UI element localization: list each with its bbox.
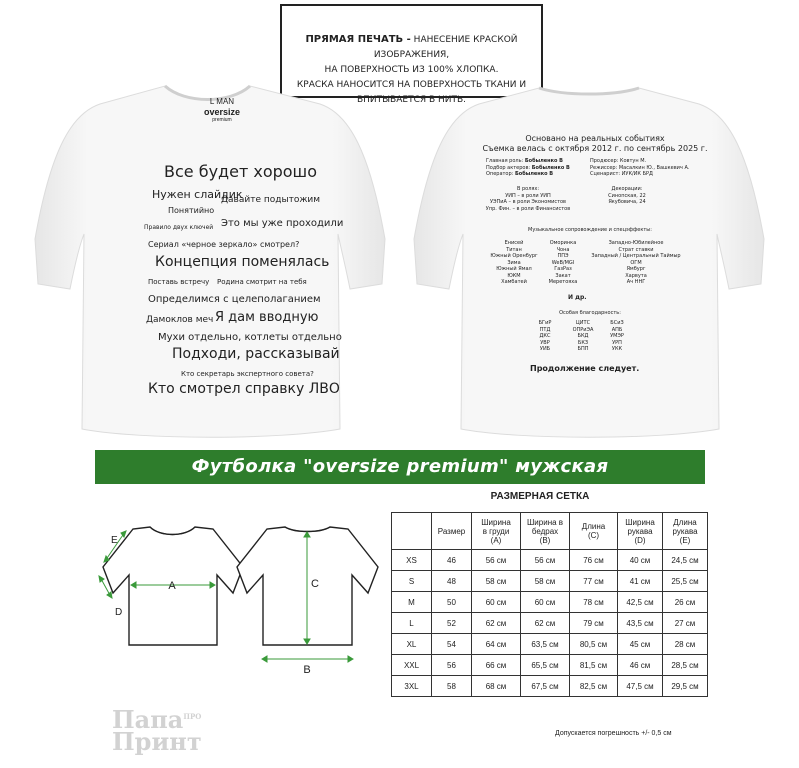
front-phrase: Родина смотрит на тебя — [217, 278, 307, 286]
size-cell: 56 см — [521, 550, 570, 571]
size-cell: 77 см — [570, 571, 618, 592]
size-cell: 76 см — [570, 550, 618, 571]
size-cell: 29,5 см — [663, 676, 708, 697]
label-a: A — [168, 580, 176, 592]
size-row — [392, 676, 708, 697]
size-row — [392, 634, 708, 655]
front-phrase: Определимся с целеполаганием — [148, 294, 321, 305]
size-chart-title: РАЗМЕРНАЯ СЕТКА — [490, 491, 590, 502]
front-phrase: Все будет хорошо — [164, 162, 317, 181]
music-item: Западно-Юбилейное — [608, 240, 664, 246]
logo-line-1: Папа — [112, 705, 184, 734]
music-item: ЮКМ — [507, 272, 521, 279]
thanks-item: УИБ — [539, 346, 551, 352]
size-cell: 58 см — [521, 571, 570, 592]
size-cell: 56 — [432, 655, 472, 676]
size-cell: 3XL — [392, 676, 432, 697]
music-item: Ямбург — [626, 266, 646, 272]
continued-text: Продолжение следует. — [530, 364, 640, 373]
music-item: Закат — [555, 272, 571, 279]
print-info-line3: КРАСКА НАНОСИТСЯ НА ПОВЕРХНОСТЬ ТКАНИ И ВПИТЫВАЕТСЯ В НИТЬ. — [296, 80, 527, 105]
music-etc: И др. — [568, 294, 587, 301]
header-cell: Ширина в бедрах (B) — [521, 513, 570, 550]
music-item: Зима — [507, 259, 521, 266]
thanks-item: УВР — [540, 339, 550, 346]
size-cell: 28 см — [663, 634, 708, 655]
size-cell: 64 см — [472, 634, 521, 655]
size-cell: 46 см — [618, 655, 663, 676]
size-cell: 26 см — [663, 592, 708, 613]
thanks-item: БПП — [577, 346, 589, 352]
size-row — [392, 571, 708, 592]
size-cell: 41 см — [618, 571, 663, 592]
decor-line: Синопская, 22 — [608, 192, 646, 199]
tolerance-note: Допускается погрешность +/- 0,5 см — [555, 730, 672, 737]
thanks-item: БГиР — [538, 320, 552, 326]
music-item: Меретояха — [548, 279, 578, 285]
size-cell: 58 см — [472, 571, 521, 592]
front-phrase: Я дам вводную — [215, 310, 319, 325]
header-cell: Размер — [432, 513, 472, 550]
thanks-item: БКЗ — [577, 339, 589, 346]
role-line: Упр. Фин. – в роли Финансистов — [485, 205, 571, 212]
roles-block — [478, 186, 578, 212]
size-cell: 62 см — [472, 613, 521, 634]
music-item: Чона — [556, 246, 570, 253]
back-title — [470, 134, 720, 154]
thanks-item: УМЭР — [610, 333, 624, 339]
size-row — [392, 655, 708, 676]
product-banner: Футболка "oversize premium" мужская — [95, 450, 705, 484]
size-cell: 54 — [432, 634, 472, 655]
label-b: B — [303, 664, 311, 676]
size-row — [392, 592, 708, 613]
role-line: УИП – в роли УИП — [505, 192, 551, 199]
papa-print-logo — [112, 705, 202, 756]
size-cell: 60 см — [521, 592, 570, 613]
front-neck-tag — [200, 97, 244, 123]
size-table-body — [392, 550, 708, 697]
print-info-line1: НАНЕСЕНИЕ КРАСКОЙ ИЗОБРАЖЕНИЯ, — [373, 35, 518, 60]
front-phrase: Сериал «черное зеркало» смотрел? — [148, 240, 300, 249]
credit-value: Бобыленко В — [524, 158, 563, 164]
size-cell: 40 см — [618, 550, 663, 571]
thanks-col-1 — [530, 320, 560, 353]
size-cell: 81,5 см — [570, 655, 618, 676]
music-item: ППЭ — [557, 253, 569, 259]
thanks-title: Особая благодарность: — [559, 310, 621, 316]
size-cell: 48 — [432, 571, 472, 592]
size-cell: 65,5 см — [521, 655, 570, 676]
music-item: Южный Ямал — [496, 266, 532, 272]
size-cell: 24,5 см — [663, 550, 708, 571]
music-col-3 — [586, 240, 686, 286]
size-cell: M — [392, 592, 432, 613]
size-diagram — [95, 515, 380, 695]
print-info-line2: НА ПОВЕРХНОСТЬ ИЗ 100% ХЛОПКА. — [324, 65, 499, 75]
front-phrase: Кто смотрел справку ЛВО — [148, 381, 340, 397]
music-item: Страт ставки — [618, 246, 654, 253]
size-cell: L — [392, 613, 432, 634]
size-cell: 42,5 см — [618, 592, 663, 613]
music-col-1 — [484, 240, 544, 286]
music-item: ОГМ — [630, 259, 642, 266]
tag-line-1: L MAN — [209, 97, 235, 106]
credit-key: Подбор актеров: — [486, 164, 532, 171]
role-line: УЭПиА – в роли Экономистов — [489, 199, 567, 205]
thanks-item: УРП — [612, 339, 622, 346]
music-item: Харвута — [625, 272, 647, 279]
music-item: WeB/MGI — [551, 259, 575, 266]
front-phrase: Мухи отдельно, котлеты отдельно — [158, 332, 342, 343]
size-table — [391, 512, 708, 697]
credit-key: Оператор: — [486, 171, 515, 177]
size-cell: 82,5 см — [570, 676, 618, 697]
size-table-header — [392, 513, 708, 550]
decor-line: Якубовича, 24 — [608, 199, 646, 205]
music-item: Южный Оренбург — [490, 253, 538, 259]
roles-title: В ролях: — [516, 186, 540, 192]
front-phrase: Понятийно — [168, 206, 215, 215]
size-cell: 28,5 см — [663, 655, 708, 676]
thanks-item: БКД — [577, 333, 589, 339]
thanks-col-2 — [563, 320, 603, 353]
credit-key: Главная роль: — [486, 158, 525, 164]
credit-line: Продюсер: Ковтун М. — [590, 158, 647, 164]
credit-value: Бобыленко В — [514, 171, 554, 177]
thanks-item: ПТД — [539, 326, 551, 333]
front-phrase: Подходи, рассказывай — [172, 346, 340, 362]
music-item: Енисей — [504, 240, 524, 246]
size-cell: 56 см — [472, 550, 521, 571]
decor-title: Декорации: — [611, 186, 643, 192]
back-title-line2: Съемка велась с октября 2012 г. по сентябрь 2025 г. — [482, 144, 708, 153]
size-cell: 46 — [432, 550, 472, 571]
size-cell: 68 см — [472, 676, 521, 697]
header-cell: Ширина в груди (A) — [472, 513, 521, 550]
size-cell: 50 — [432, 592, 472, 613]
thanks-item: ДКС — [539, 333, 551, 339]
music-item: Ач ННГ — [626, 279, 646, 285]
print-info-bold: ПРЯМАЯ ПЕЧАТЬ - — [305, 34, 411, 45]
front-phrase: Давайте подытожим — [221, 195, 321, 205]
music-col-2 — [538, 240, 588, 286]
size-cell: 25,5 см — [663, 571, 708, 592]
size-cell: 67,5 см — [521, 676, 570, 697]
front-phrase: Поставь встречу — [148, 278, 210, 286]
size-row — [392, 613, 708, 634]
label-d: D — [115, 607, 123, 618]
music-item: Титан — [506, 246, 522, 253]
thanks-item: БСиЗ — [610, 320, 624, 326]
size-cell: 78 см — [570, 592, 618, 613]
thanks-item: ОПРиЭА — [572, 326, 594, 333]
size-cell: XS — [392, 550, 432, 571]
thanks-item: ЦИТС — [575, 320, 591, 326]
credits-left — [486, 158, 570, 178]
size-cell: XXL — [392, 655, 432, 676]
size-cell: 66 см — [472, 655, 521, 676]
front-phrase: Дамоклов меч — [146, 315, 214, 325]
music-item: Западный / Центральный Таймыр — [591, 253, 681, 259]
size-cell: 63,5 см — [521, 634, 570, 655]
front-phrase: Нужен слайдик — [152, 188, 243, 201]
header-cell — [392, 513, 432, 550]
size-cell: 52 — [432, 613, 472, 634]
front-phrase: Это мы уже проходили — [221, 218, 344, 229]
music-item: Хамбатей — [501, 279, 527, 285]
size-cell: 58 — [432, 676, 472, 697]
front-phrase: Правило двух ключей — [144, 224, 214, 231]
music-title: Музыкальное сопровождение и спецэффекты: — [528, 227, 652, 233]
header-cell: Ширина рукава (D) — [618, 513, 663, 550]
music-item: Оморинка — [549, 240, 577, 246]
label-e: E — [111, 535, 118, 546]
size-cell: 45 см — [618, 634, 663, 655]
credit-line: Сценарист: ИУК/ИК БРД — [590, 171, 653, 177]
size-cell: 47,5 см — [618, 676, 663, 697]
music-item: ГазРаз — [554, 266, 572, 272]
credit-line: Режиссер: Масалкин Ю., Вашкевич А. — [590, 164, 690, 171]
size-cell: 79 см — [570, 613, 618, 634]
tag-line-2: oversize — [203, 107, 241, 117]
logo-line-2: Принт — [112, 727, 202, 756]
header-cell: Длина рукава (E) — [663, 513, 708, 550]
label-c: C — [311, 578, 319, 590]
size-cell: 60 см — [472, 592, 521, 613]
size-cell: 62 см — [521, 613, 570, 634]
front-phrase: Кто секретарь экспертного совета? — [181, 370, 314, 378]
header-cell: Длина (C) — [570, 513, 618, 550]
credits-right — [590, 158, 689, 178]
decor-block — [592, 186, 662, 206]
credit-value: Бобыленко В — [531, 164, 570, 171]
thanks-item: УКК — [611, 346, 623, 352]
thanks-item: АПБ — [611, 326, 623, 333]
logo-mark: ПРО — [183, 712, 202, 721]
size-cell: 43,5 см — [618, 613, 663, 634]
front-phrase: Концепция поменялась — [155, 254, 330, 270]
tag-line-3: premium — [212, 117, 232, 123]
size-cell: XL — [392, 634, 432, 655]
size-cell: 27 см — [663, 613, 708, 634]
size-row — [392, 550, 708, 571]
size-cell: 80,5 см — [570, 634, 618, 655]
thanks-col-3 — [602, 320, 632, 353]
size-cell: S — [392, 571, 432, 592]
back-title-line1: Основано на реальных событиях — [525, 134, 665, 143]
